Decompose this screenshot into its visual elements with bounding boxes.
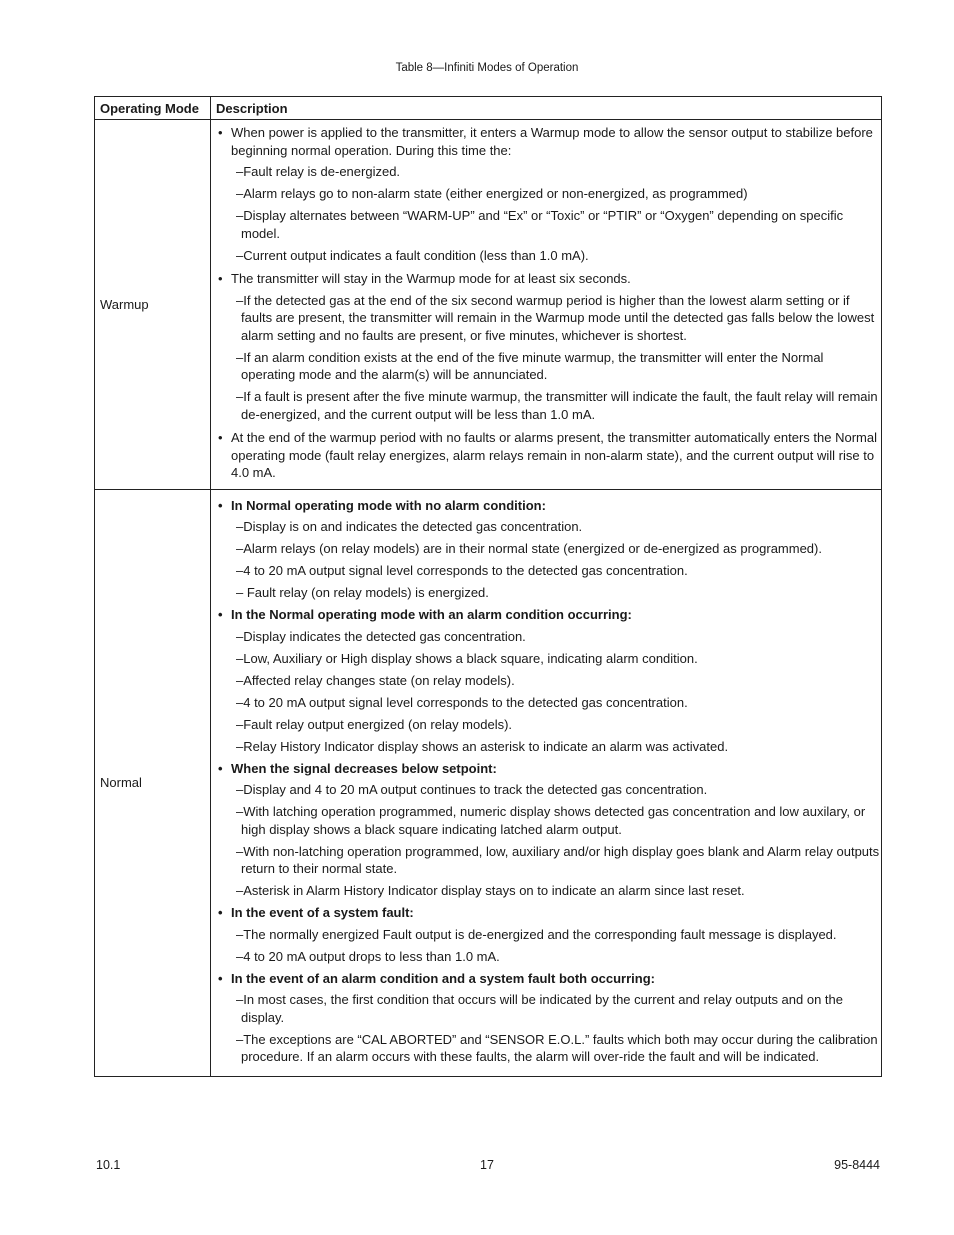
description-group [217, 606, 881, 755]
description-group [217, 760, 881, 900]
sub-item: –Affected relay changes state (on relay models). [236, 672, 515, 688]
table-caption: Table 8—Infiniti Modes of Operation [395, 62, 579, 74]
table-row [95, 120, 882, 490]
table-header-row [95, 97, 882, 120]
description-group [217, 124, 881, 264]
sub-item: –4 to 20 mA output drops to less than 1.0 mA. [236, 948, 500, 964]
footer-revision: 10.1 [96, 1158, 121, 1172]
description-group [217, 497, 881, 602]
sub-item: –Display and 4 to 20 mA output continues to track the detected gas concentration. [236, 782, 708, 797]
bullet-text: • The transmitter will stay in the Warmup mode for at least six seconds. [217, 270, 881, 288]
sub-item: –Display indicates the detected gas concentration. [236, 628, 526, 644]
column-header-description: Description [211, 97, 882, 120]
modes-table [94, 96, 882, 1077]
bullet-heading: • In the event of an alarm condition and a system fault both occurring: [217, 970, 881, 988]
sub-item: –Low, Auxiliary or High display shows a black square, indicating alarm condition. [236, 650, 698, 666]
bullet-heading: • In the Normal operating mode with an alarm condition occurring: [217, 606, 881, 624]
sub-item: –Alarm relays go to non-alarm state (either energized or non-energized, as programmed) [236, 186, 748, 201]
sub-item: –If the detected gas at the end of the six second warmup period is higher than the lowest alarm setting or if faults are present, the transmitter will remain in the Warmup mode until the detected gas falls below the lowest alarm setting and no faults are present, or five minutes, whichever is shortest. [236, 292, 875, 343]
bullet-text: • At the end of the warmup period with no faults or alarms present, the transmitter automatically enters the Normal operating mode (fault relay energizes, alarm relays remain in non-alarm state), and the current output will rise to 4.0 mA. [217, 429, 881, 482]
bullet-heading: • In the event of a system fault: [217, 904, 881, 922]
sub-item: –If an alarm condition exists at the end of the five minute warmup, the transmitter will enter the Normal operating mode and the alarm(s) will be annunciated. [236, 349, 824, 382]
sub-item: –With non-latching operation programmed, low, auxiliary and/or high display goes blank and Alarm relay outputs return to their normal state. [236, 843, 880, 876]
table-row [95, 489, 882, 1077]
mode-cell-warmup: Warmup [95, 120, 211, 490]
sub-item: –Fault relay output energized (on relay models). [236, 716, 513, 732]
description-cell-normal [211, 489, 882, 1077]
description-group [217, 270, 881, 423]
sub-item: –Relay History Indicator display shows an asterisk to indicate an alarm was activated. [236, 738, 729, 754]
description-group [217, 904, 881, 965]
description-group [217, 970, 881, 1066]
column-header-operating-mode: Operating Mode [95, 97, 211, 120]
description-group [217, 429, 881, 482]
sub-item: –Asterisk in Alarm History Indicator display stays on to indicate an alarm since last reset. [236, 883, 745, 898]
footer-document-number: 95-8444 [834, 1158, 880, 1172]
sub-item: –The normally energized Fault output is de-energized and the corresponding fault message is displayed. [236, 926, 837, 942]
sub-item: –Alarm relays (on relay models) are in their normal state (energized or de-energized as programmed). [236, 541, 822, 556]
description-cell-warmup [211, 120, 882, 490]
bullet-heading: • When the signal decreases below setpoint: [217, 760, 881, 778]
sub-item: –With latching operation programmed, numeric display shows detected gas concentration and low auxilary, or high display shows a black square indicating latched alarm output. [236, 804, 866, 837]
sub-item: –4 to 20 mA output signal level corresponds to the detected gas concentration. [236, 694, 688, 710]
sub-item: –Current output indicates a fault condition (less than 1.0 mA). [236, 247, 589, 263]
bullet-text: • When power is applied to the transmitter, it enters a Warmup mode to allow the sensor output to stabilize before beginning normal operation. During this time the: [217, 124, 881, 159]
mode-cell-normal: Normal [95, 489, 211, 1077]
sub-item: –If a fault is present after the five minute warmup, the transmitter will indicate the fault, the fault relay will remain de-energized, and the current output will be less than 1.0 mA. [236, 389, 878, 422]
sub-item: –Fault relay is de-energized. [236, 164, 401, 179]
sub-item: –In most cases, the first condition that occurs will be indicated by the current and relay outputs and on the display. [236, 992, 844, 1025]
footer-page-number: 17 [480, 1158, 494, 1172]
sub-item: –4 to 20 mA output signal level corresponds to the detected gas concentration. [236, 563, 688, 578]
sub-item: – Fault relay (on relay models) is energized. [236, 585, 489, 600]
bullet-heading: • In Normal operating mode with no alarm condition: [217, 497, 881, 515]
sub-item: –The exceptions are “CAL ABORTED” and “SENSOR E.O.L.” faults which both may occur during the calibration procedure. If an alarm occurs with these faults, the alarm will over-ride the fault and will be indicated. [236, 1031, 878, 1064]
sub-item: –Display alternates between “WARM-UP” and “Ex” or “Toxic” or “PTIR” or “Oxygen” depending on specific model. [236, 208, 844, 241]
sub-item: –Display is on and indicates the detected gas concentration. [236, 519, 583, 534]
